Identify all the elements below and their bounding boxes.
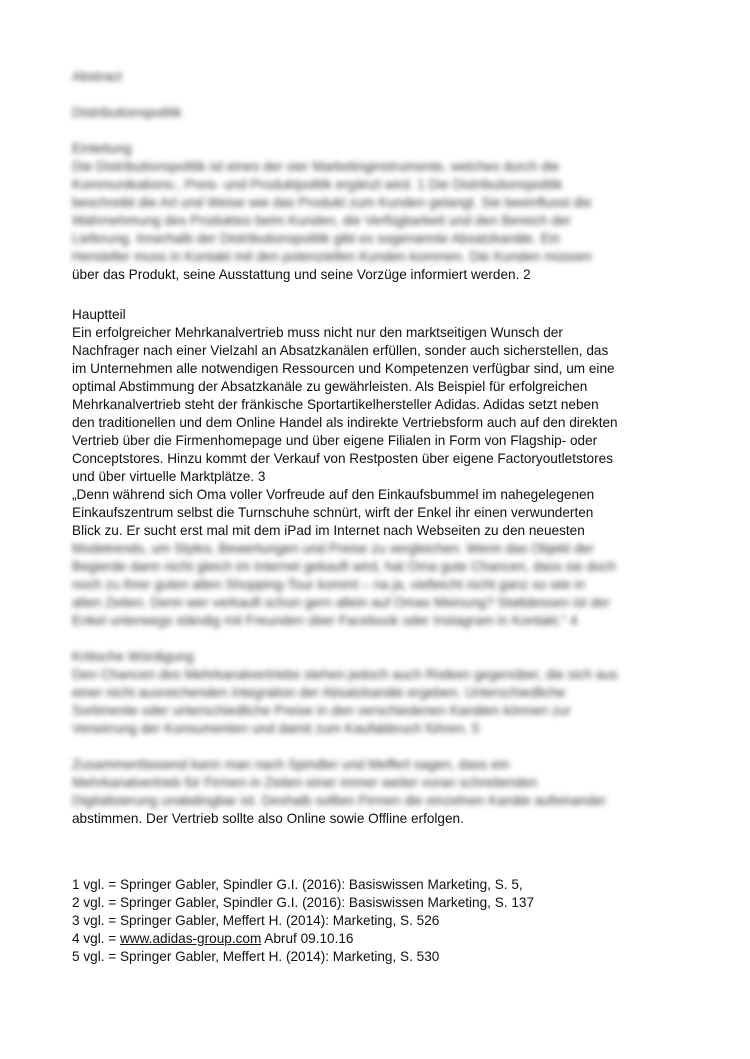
main-line-2: Nachfrager nach einer Vielzahl an Absatzkanälen erfüllen, sonder auch sicherstellen, das	[72, 343, 609, 358]
main-blurred-line-5: Enkel unterwegs ständig mit Freunden über Facebook oder Instagram in Kontakt.“ 4	[72, 613, 578, 628]
main-blurred-line-3: noch zu ihrer guten alten Shopping-Tour kommt – na ja, vielleicht nicht ganz so wie in	[72, 577, 586, 592]
intro-line-1: Die Distributionspolitik ist eines der vier Marketinginstrumente, welches durch die	[72, 159, 560, 174]
critique-section	[72, 648, 684, 738]
critique-heading: Kritische Würdigung	[72, 649, 194, 664]
conclusion-line-1: Zusammenfassend kann man nach Spindler und Meffert sagen, dass ein	[72, 757, 510, 772]
footnote-1: 1 vgl. = Springer Gabler, Spindler G.I. (2016): Basiswissen Marketing, S. 5,	[72, 877, 523, 892]
main-line-4: optimal Abstimmung der Absatzkanäle zu gewährleisten. Als Beispiel für erfolgreichen	[72, 379, 588, 394]
critique-line-2: einer nicht ausreichenden Integration der Absatzkanäle ergeben. Unterschiedliche	[72, 685, 566, 700]
main-blurred-line-1: Modetrends, um Styles, Bewertungen und Preise zu vergleichen. Wenn das Objekt der	[72, 541, 594, 556]
footnotes	[72, 876, 684, 966]
main-heading: Hauptteil	[72, 307, 126, 322]
intro-visible-line: über das Produkt, seine Ausstattung und seine Vorzüge informiert werden. 2	[72, 267, 531, 282]
main-blurred-line-4: alten Zeiten. Denn wer verkauft schon gern allein auf Omas Meinung? Stattdessen ist der	[72, 595, 611, 610]
main-line-10: „Denn während sich Oma voller Vorfreude auf den Einkaufsbummel im nahegelegenen	[72, 487, 595, 502]
footnote-3: 3 vgl. = Springer Gabler, Meffert H. (2014): Marketing, S. 526	[72, 913, 440, 928]
main-blurred-line-2: Begierde dann nicht gleich im Internet gekauft wird, hat Oma gute Chancen, dass sie doch	[72, 559, 617, 574]
main-line-1: Ein erfolgreicher Mehrkanalvertrieb muss nicht nur den marktseitigen Wunsch der	[72, 325, 563, 340]
main-line-5: Mehrkanalvertrieb steht der fränkische Sportartikelhersteller Adidas. Adidas setzt neben	[72, 397, 599, 412]
intro-line-2: Kommunikations-, Preis- und Produktpolitik ergänzt wird. 1 Die Distributionspolitik	[72, 177, 563, 192]
main-line-8: Conceptstores. Hinzu kommt der Verkauf von Restposten über eigene Factoryoutletstores	[72, 451, 614, 466]
conclusion-visible-line: abstimmen. Der Vertrieb sollte also Online sowie Offline erfolgen.	[72, 811, 464, 826]
main-line-6: den traditionellen und dem Online Handel als indirekte Vertriebsform auch auf den direkten	[72, 415, 618, 430]
document-page	[72, 68, 684, 966]
footnote-4	[72, 930, 684, 948]
main-line-9: und über virtuelle Marktplätze. 3	[72, 469, 266, 484]
conclusion-section	[72, 756, 684, 828]
footnote-4-prefix: 4 vgl. =	[72, 931, 120, 946]
footnote-2: 2 vgl. = Springer Gabler, Spindler G.I. (2016): Basiswissen Marketing, S. 137	[72, 895, 535, 910]
main-line-3: im Unternehmen alle notwendigen Ressourcen und Kompetenzen verfügbar sind, um eine	[72, 361, 615, 376]
conclusion-line-2: Mehrkanalvertrieb für Firmen in Zeiten einer immer weiter voran schreitenden	[72, 775, 538, 790]
intro-section	[72, 140, 684, 284]
intro-line-6: Hersteller muss in Kontakt mit den potenziellen Kunden kommen. Die Kunden müssen	[72, 249, 592, 264]
intro-line-4: Wahrnehmung des Produktes beim Kunden, die Verfügbarkeit und den Bereich der	[72, 213, 571, 228]
intro-line-5: Lieferung. Innerhalb der Distributionspolitik gibt es sogenannte Absatzkanäle. Ein	[72, 231, 561, 246]
main-line-12: Blick zu. Er sucht erst mal mit dem iPad im Internet nach Webseiten zu den neuesten	[72, 523, 585, 538]
critique-line-1: Den Chancen des Mehrkanalvertriebs stehen jedoch auch Risiken gegenüber, die sich aus	[72, 667, 618, 682]
critique-line-4: Verwirrung der Konsumenten und damit zum Kaufabbruch führen. 5	[72, 721, 480, 736]
footnote-4-suffix: Abruf 09.10.16	[261, 931, 354, 946]
conclusion-line-3: Digitalisierung unabdingbar ist. Deshalb sollten Firmen die einzelnen Kanäle aufeinander	[72, 793, 607, 808]
intro-line-3: beschreibt die Art und Weise wie das Produkt zum Kunden gelangt. Sie beeinflusst die	[72, 195, 592, 210]
main-section	[72, 306, 684, 630]
main-line-11: Einkaufszentrum selbst die Turnschuhe schnürt, wirft der Enkel ihr einen verwunderten	[72, 505, 594, 520]
document-title: Distributionspolitik	[72, 105, 182, 120]
abstract-heading: Abstract	[72, 69, 122, 84]
adidas-group-link[interactable]: www.adidas-group.com	[119, 931, 262, 946]
intro-heading: Einleitung	[72, 141, 132, 156]
critique-line-3: Sortimente oder unterschiedliche Preise in den verschiedenen Kanälen können zur	[72, 703, 571, 718]
footnote-5: 5 vgl. = Springer Gabler, Meffert H. (2014): Marketing, S. 530	[72, 949, 440, 964]
main-line-7: Vertrieb über die Firmenhomepage und über eigene Filialen in Form von Flagship- oder	[72, 433, 598, 448]
